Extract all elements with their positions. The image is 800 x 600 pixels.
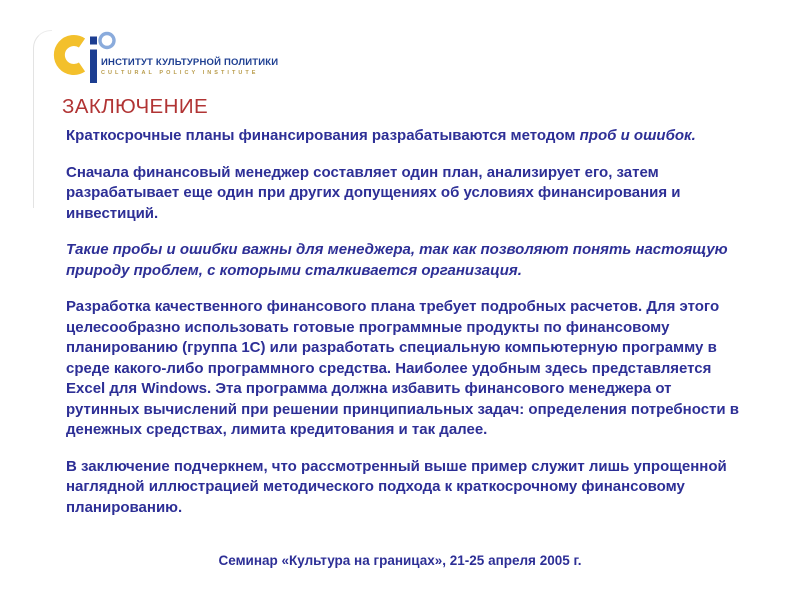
text-segment: Сначала финансовый менеджер составляет один план, анализирует его, затем разрабатывает еще один при других допущениях об условиях финансирования и инвестиций. <box>66 163 681 222</box>
logo-letter-i-dot <box>90 37 97 45</box>
text-segment: В заключение подчеркнем, что рассмотренный выше пример служит лишь упрощенной наглядной иллюстрацией методического подхода к краткосрочному финансовому планированию. <box>66 457 727 516</box>
text-segment: Разработка качественного финансового плана требует подробных расчетов. Для этого целесообразно использовать готовые программные продукты по финансовому планированию (группа 1С) или разработать специальную компьютерную программу в среде какого-либо программного средства. Наиболее удобным здесь представляется Excel для Windows. Эта программа должна избавить финансового менеджера от рутинных вычислений при решении принципиальных задач: определения потребности в денежных средствах, лимита кредитования и так далее. <box>66 298 739 438</box>
slide-paragraph <box>66 457 744 519</box>
slide-title: ЗАКЛЮЧЕНИЕ <box>62 95 209 118</box>
logo-letter-p-ring-icon <box>100 34 114 48</box>
slide-paragraph <box>66 126 744 147</box>
conclusion-text-block <box>66 126 744 534</box>
slide-paragraph <box>66 240 744 281</box>
text-segment: Краткосрочные планы финансирования разрабатываются методом <box>66 127 580 144</box>
slide-paragraph <box>66 297 744 441</box>
slide-footer: Семинар «Культура на границах», 21-25 апреля 2005 г. <box>218 553 582 568</box>
slide-paragraph <box>66 163 744 225</box>
decor-guide-line <box>33 30 52 208</box>
logo-org-name-en: CULTURAL POLICY INSTITUTE <box>101 70 259 76</box>
institute-logo-text <box>101 57 278 76</box>
text-segment: Такие пробы и ошибки важны для менеджера, так как позволяют понять настоящую природу проблем, с которыми сталкивается организация. <box>66 241 728 279</box>
logo-letter-i-stem <box>90 50 97 84</box>
logo-org-name-ru: ИНСТИТУТ КУЛЬТУРНОЙ ПОЛИТИКИ <box>101 57 279 68</box>
logo-letter-c <box>59 41 82 70</box>
text-segment: проб и ошибок. <box>579 127 696 144</box>
